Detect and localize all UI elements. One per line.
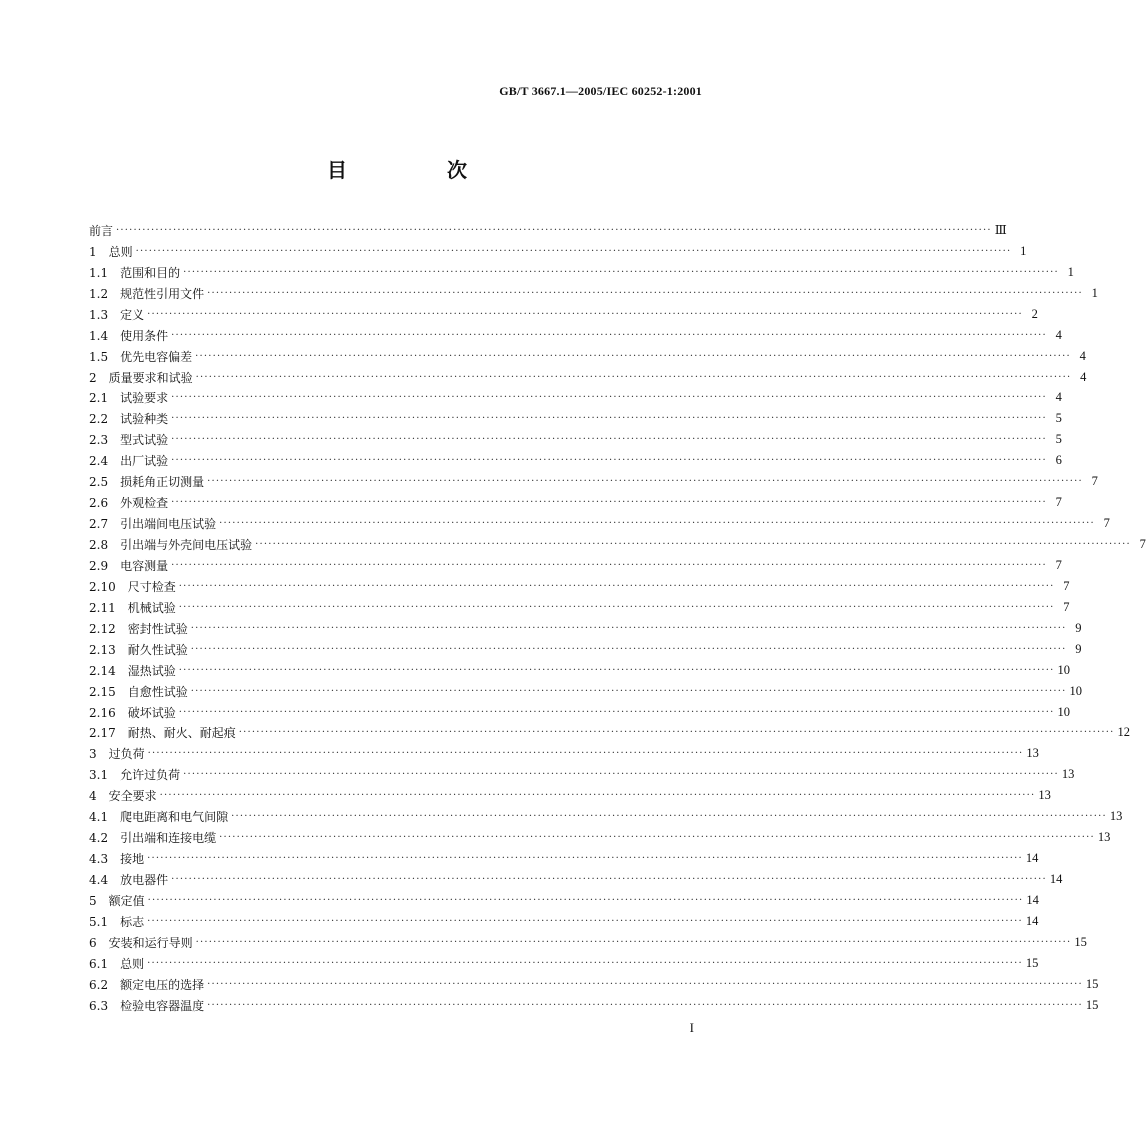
toc-entry[interactable] <box>89 283 1098 304</box>
toc-entry[interactable] <box>89 848 1039 869</box>
toc-entry[interactable] <box>89 408 1062 429</box>
dot-leader: ········································································································································································································ <box>147 853 1023 865</box>
dot-leader: ········································································································································································································ <box>135 245 1012 257</box>
toc-entry-page: 2 <box>1023 307 1038 322</box>
toc-entry[interactable] <box>89 429 1062 450</box>
dot-leader: ········································································································································································································ <box>183 266 1059 278</box>
toc-entry-page: 14 <box>1023 851 1038 866</box>
dot-leader: ········································································································································································································ <box>195 371 1072 383</box>
dot-leader: ········································································································································································································ <box>171 434 1047 446</box>
toc-entry-title: 2.10 尺寸检查 <box>89 578 179 595</box>
toc-entry[interactable] <box>89 764 1075 785</box>
toc-entry[interactable] <box>89 471 1098 492</box>
toc-entry[interactable] <box>89 911 1039 932</box>
dot-leader: ········································································································································································································ <box>159 790 1036 802</box>
toc-entry-title: 2 质量要求和试验 <box>89 369 196 386</box>
toc-entry[interactable] <box>89 241 1027 262</box>
dot-leader: ········································································································································································································ <box>207 999 1083 1011</box>
toc-entry-title: 2.11 机械试验 <box>89 599 179 616</box>
dot-leader: ········································································································································································································ <box>207 287 1083 299</box>
toc-entry-title: 1.1 范围和目的 <box>89 264 183 281</box>
page-title: 目 次 <box>327 158 507 182</box>
dot-leader: ········································································································································································································ <box>190 685 1067 697</box>
toc-entry[interactable] <box>89 450 1062 471</box>
toc-entry-title: 1.3 定义 <box>89 306 147 323</box>
dot-leader: ········································································································································································································ <box>190 622 1067 634</box>
toc-entry[interactable] <box>89 325 1062 346</box>
toc-entry-page: 14 <box>1023 893 1038 908</box>
toc-entry-page: 7 <box>1047 558 1062 573</box>
toc-entry-title: 2.13 耐久性试验 <box>89 641 191 658</box>
toc-entry[interactable] <box>89 723 1130 744</box>
toc-entry[interactable] <box>89 597 1070 618</box>
toc-entry[interactable] <box>89 513 1110 534</box>
table-of-contents <box>89 220 1146 1016</box>
toc-entry[interactable] <box>89 388 1062 409</box>
toc-entry-title: 4.1 爬电距离和电气间隙 <box>89 808 231 825</box>
toc-entry-page: 7 <box>1083 474 1098 489</box>
toc-entry-page: 12 <box>1114 725 1129 740</box>
toc-entry-title: 2.9 电容测量 <box>89 557 171 574</box>
toc-entry-page: 7 <box>1095 516 1110 531</box>
toc-entry-page: 7 <box>1054 579 1069 594</box>
dot-leader: ········································································································································································································ <box>238 727 1115 739</box>
toc-entry-title: 6.3 检验电容器温度 <box>89 997 207 1014</box>
toc-entry[interactable] <box>89 220 1007 241</box>
toc-entry[interactable] <box>89 890 1039 911</box>
toc-entry-title: 6 安装和运行导则 <box>89 934 196 951</box>
toc-entry-page: 14 <box>1023 914 1038 929</box>
toc-entry-page: 13 <box>1059 767 1074 782</box>
toc-entry[interactable] <box>89 346 1086 367</box>
dot-leader: ········································································································································································································ <box>171 559 1047 571</box>
toc-entry-page: 13 <box>1023 746 1038 761</box>
toc-entry-title: 6.2 额定电压的选择 <box>89 976 207 993</box>
toc-entry-title: 1 总则 <box>89 243 136 260</box>
toc-entry-page: 10 <box>1066 684 1081 699</box>
toc-entry[interactable] <box>89 995 1099 1016</box>
toc-entry[interactable] <box>89 743 1039 764</box>
toc-entry[interactable] <box>89 932 1087 953</box>
toc-entry-page: 4 <box>1071 370 1086 385</box>
toc-entry[interactable] <box>89 492 1062 513</box>
toc-entry-title: 2.16 破坏试验 <box>89 704 179 721</box>
toc-entry-page: 15 <box>1023 956 1038 971</box>
toc-entry-page: 9 <box>1066 621 1081 636</box>
dot-leader: ········································································································································································································ <box>147 957 1023 969</box>
toc-entry[interactable] <box>89 262 1074 283</box>
toc-entry[interactable] <box>89 681 1082 702</box>
toc-entry[interactable] <box>89 534 1146 555</box>
toc-entry-title: 4.2 引出端和连接电缆 <box>89 829 219 846</box>
toc-entry-title: 前言 <box>89 222 116 239</box>
page-number: I <box>689 1020 694 1035</box>
toc-entry-page: 4 <box>1071 349 1086 364</box>
toc-entry-page: 14 <box>1047 872 1062 887</box>
toc-entry[interactable] <box>89 702 1070 723</box>
toc-entry-title: 4 安全要求 <box>89 787 160 804</box>
dot-leader: ········································································································································································································ <box>178 664 1055 676</box>
toc-entry-page: 7 <box>1054 600 1069 615</box>
toc-entry-title: 4.3 接地 <box>89 850 147 867</box>
dot-leader: ········································································································································································································ <box>255 539 1131 551</box>
dot-leader: ········································································································································································································ <box>195 350 1071 362</box>
toc-entry-title: 2.17 耐热、耐火、耐起痕 <box>89 724 239 741</box>
toc-entry[interactable] <box>89 827 1111 848</box>
toc-entry[interactable] <box>89 806 1123 827</box>
dot-leader: ········································································································································································································ <box>183 769 1059 781</box>
toc-entry-page: 9 <box>1066 642 1081 657</box>
toc-entry-title: 2.8 引出端与外壳间电压试验 <box>89 536 255 553</box>
toc-entry[interactable] <box>89 555 1062 576</box>
toc-entry[interactable] <box>89 304 1038 325</box>
dot-leader: ········································································································································································································ <box>147 748 1024 760</box>
dot-leader: ········································································································································································································ <box>171 392 1047 404</box>
standard-code: GB/T 3667.1—2005/IEC 60252-1:2001 <box>499 84 702 98</box>
toc-entry[interactable] <box>89 660 1070 681</box>
toc-entry-title: 5.1 标志 <box>89 913 147 930</box>
dot-leader: ········································································································································································································ <box>171 497 1047 509</box>
toc-entry-title: 2.1 试验要求 <box>89 389 171 406</box>
dot-leader: ········································································································································································································ <box>207 476 1083 488</box>
dot-leader: ········································································································································································································ <box>171 874 1047 886</box>
toc-entry[interactable] <box>89 639 1082 660</box>
toc-entry-title: 6.1 总则 <box>89 955 147 972</box>
toc-entry-page: 15 <box>1071 935 1086 950</box>
toc-entry-page: 7 <box>1131 537 1146 552</box>
toc-entry-page: 5 <box>1047 411 1062 426</box>
toc-entry-title: 4.4 放电器件 <box>89 871 171 888</box>
toc-entry-page: 10 <box>1054 663 1069 678</box>
dot-leader: ········································································································································································································ <box>171 329 1047 341</box>
toc-entry-page: 13 <box>1107 809 1122 824</box>
toc-entry-page: 13 <box>1095 830 1110 845</box>
toc-entry-page: 1 <box>1011 244 1026 259</box>
toc-entry-title: 5 额定值 <box>89 892 148 909</box>
toc-entry-page: 5 <box>1047 432 1062 447</box>
toc-entry-page: 4 <box>1047 328 1062 343</box>
toc-entry-title: 1.5 优先电容偏差 <box>89 348 195 365</box>
dot-leader: ········································································································································································································ <box>116 224 992 236</box>
dot-leader: ········································································································································································································ <box>178 601 1055 613</box>
dot-leader: ········································································································································································································ <box>207 978 1083 990</box>
dot-leader: ········································································································································································································ <box>171 455 1047 467</box>
dot-leader: ········································································································································································································ <box>147 894 1024 906</box>
toc-entry-page: 15 <box>1083 998 1098 1013</box>
dot-leader: ········································································································································································································ <box>171 413 1047 425</box>
toc-entry-title: 2.6 外观检查 <box>89 494 171 511</box>
toc-entry-page: 10 <box>1054 705 1069 720</box>
toc-entry-title: 2.14 湿热试验 <box>89 662 179 679</box>
toc-entry-page: 1 <box>1059 265 1074 280</box>
toc-entry-page: 7 <box>1047 495 1062 510</box>
dot-leader: ········································································································································································································ <box>219 518 1095 530</box>
toc-entry-title: 2.7 引出端间电压试验 <box>89 515 219 532</box>
toc-entry[interactable] <box>89 367 1087 388</box>
toc-entry-title: 1.2 规范性引用文件 <box>89 285 207 302</box>
dot-leader: ········································································································································································································ <box>219 832 1095 844</box>
toc-entry-page: 4 <box>1047 390 1062 405</box>
toc-entry-page: Ⅲ <box>992 222 1007 238</box>
toc-entry-page: 13 <box>1035 788 1050 803</box>
toc-entry-title: 2.15 自愈性试验 <box>89 683 191 700</box>
toc-entry-title: 3.1 允许过负荷 <box>89 766 183 783</box>
toc-entry-title: 2.3 型式试验 <box>89 431 171 448</box>
dot-leader: ········································································································································································································ <box>147 308 1023 320</box>
dot-leader: ········································································································································································································ <box>190 643 1067 655</box>
toc-entry-page: 15 <box>1083 977 1098 992</box>
toc-entry[interactable] <box>89 953 1039 974</box>
toc-entry-page: 6 <box>1047 453 1062 468</box>
toc-entry[interactable] <box>89 576 1070 597</box>
toc-entry[interactable] <box>89 618 1082 639</box>
toc-entry[interactable] <box>89 974 1099 995</box>
toc-entry[interactable] <box>89 785 1051 806</box>
dot-leader: ········································································································································································································ <box>178 706 1055 718</box>
toc-entry-title: 1.4 使用条件 <box>89 327 171 344</box>
toc-entry-page: 1 <box>1083 286 1098 301</box>
toc-entry-title: 2.5 损耗角正切测量 <box>89 473 207 490</box>
dot-leader: ········································································································································································································ <box>178 580 1055 592</box>
dot-leader: ········································································································································································································ <box>147 915 1023 927</box>
toc-entry-title: 2.12 密封性试验 <box>89 620 191 637</box>
toc-entry-title: 3 过负荷 <box>89 745 148 762</box>
toc-entry[interactable] <box>89 869 1063 890</box>
dot-leader: ········································································································································································································ <box>231 811 1107 823</box>
toc-entry-title: 2.4 出厂试验 <box>89 452 171 469</box>
toc-entry-title: 2.2 试验种类 <box>89 410 171 427</box>
dot-leader: ········································································································································································································ <box>195 936 1072 948</box>
